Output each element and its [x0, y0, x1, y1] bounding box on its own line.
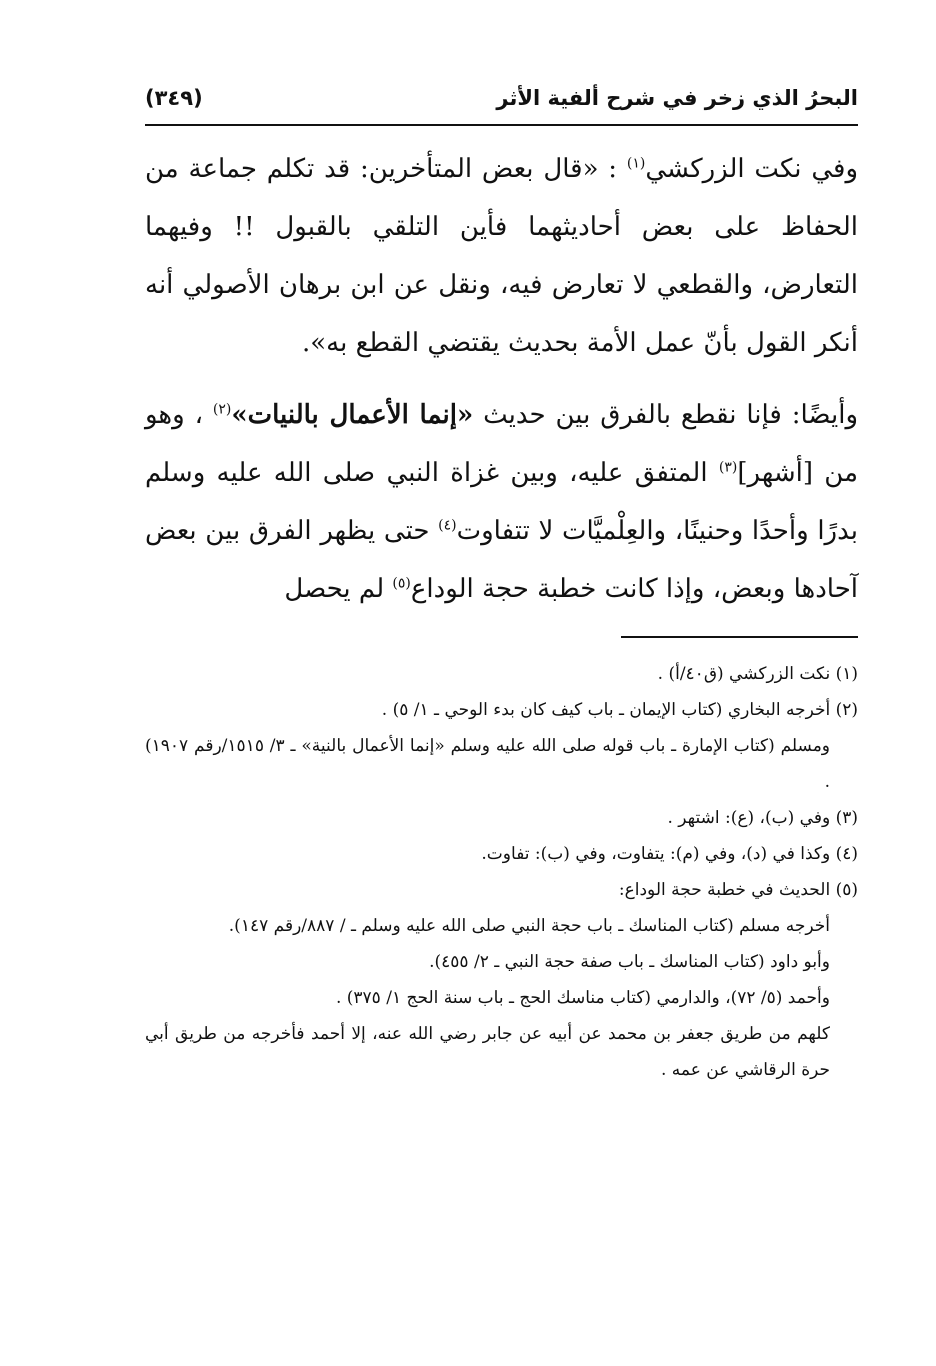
- footnote-line: ومسلم (كتاب الإمارة ـ باب قوله صلى الله عليه وسلم «إنما الأعمال بالنية» ـ ٣/ ١٥١٥/رقم ١٩٠٧) .: [145, 736, 831, 792]
- footnote-marker[interactable]: (٣): [718, 459, 738, 476]
- footnote-separator: [621, 636, 858, 638]
- text-run: وفي نكت الزركشي: [645, 154, 858, 184]
- footnote-line: (٤) وكذا في (د)، وفي (م): يتفاوت، وفي (ب): تفاوت.: [481, 844, 858, 864]
- page-header: [145, 82, 858, 126]
- body-paragraph: [145, 386, 858, 618]
- footnote-line: وأحمد (٥/ ٧٢)، والدارمي (كتاب مناسك الحج ـ باب سنة الحج ١/ ٣٧٥) .: [335, 988, 830, 1008]
- text-run: المتفق عليه، وبين غزاة النبي صلى الله عليه وسلم بدرًا وأحدًا وحنينًا، والعِلْميَّات لا تتفاوت: [145, 458, 858, 546]
- footnote-line: (٣) وفي (ب)، (ع): اشتهر .: [667, 808, 858, 828]
- running-title: البحرُ الذي زخر في شرح ألفية الأثر: [496, 86, 858, 110]
- footnote-marker[interactable]: (١): [626, 155, 646, 172]
- footnote-marker[interactable]: (٥): [392, 575, 411, 592]
- hadith-quote: «إنما الأعمال بالنيات»: [231, 400, 474, 430]
- footnote-marker[interactable]: (٤): [438, 517, 457, 534]
- page-number: (٣٤٩): [145, 86, 203, 110]
- footnote-line: أخرجه مسلم (كتاب المناسك ـ باب حجة النبي صلى الله عليه وسلم ـ / ٨٨٧/رقم ١٤٧).: [228, 916, 830, 936]
- main-text: [145, 140, 858, 618]
- footnote-line: (١) نكت الزركشي (ق٤٠/أ) .: [657, 664, 858, 684]
- footnote-line: كلهم من طريق جعفر بن محمد عن أبيه عن جابر رضي الله عنه، إلا أحمد فأخرجه من طريق أبي حرة الرقاشي عن عمه .: [145, 1024, 830, 1080]
- text-run: وأيضًا: فإنا نقطع بالفرق بين حديث: [473, 400, 858, 430]
- text-run: ، وهو من [أشهر]: [145, 400, 858, 488]
- text-run: حتى يظهر الفرق بين بعض آحادها وبعض، وإذا كانت خطبة حجة الوداع: [145, 516, 858, 604]
- footnote-marker[interactable]: (٢): [212, 401, 232, 418]
- text-run: : «قال بعض المتأخرين: قد تكلم جماعة من الحفاظ على بعض أحاديثهما فأين التلقي بالقبول !! وفيهما التعارض، والقطعي لا تعارض فيه، ونقل عن ابن برهان الأصولي أنه أنكر القول بأنّ عمل الأمة بحديث يقتضي القطع به».: [145, 154, 858, 358]
- footnote-line: وأبو داود (كتاب المناسك ـ باب صفة حجة النبي ـ ٢/ ٤٥٥).: [429, 952, 830, 972]
- footnotes: [145, 656, 858, 1088]
- footnote-line: (٢) أخرجه البخاري (كتاب الإيمان ـ باب كيف كان بدء الوحي ـ ١/ ٥) .: [381, 700, 858, 720]
- text-run: لم يحصل: [284, 574, 393, 604]
- footnote-line: (٥) الحديث في خطبة حجة الوداع:: [618, 880, 858, 900]
- body-paragraph: [145, 140, 858, 372]
